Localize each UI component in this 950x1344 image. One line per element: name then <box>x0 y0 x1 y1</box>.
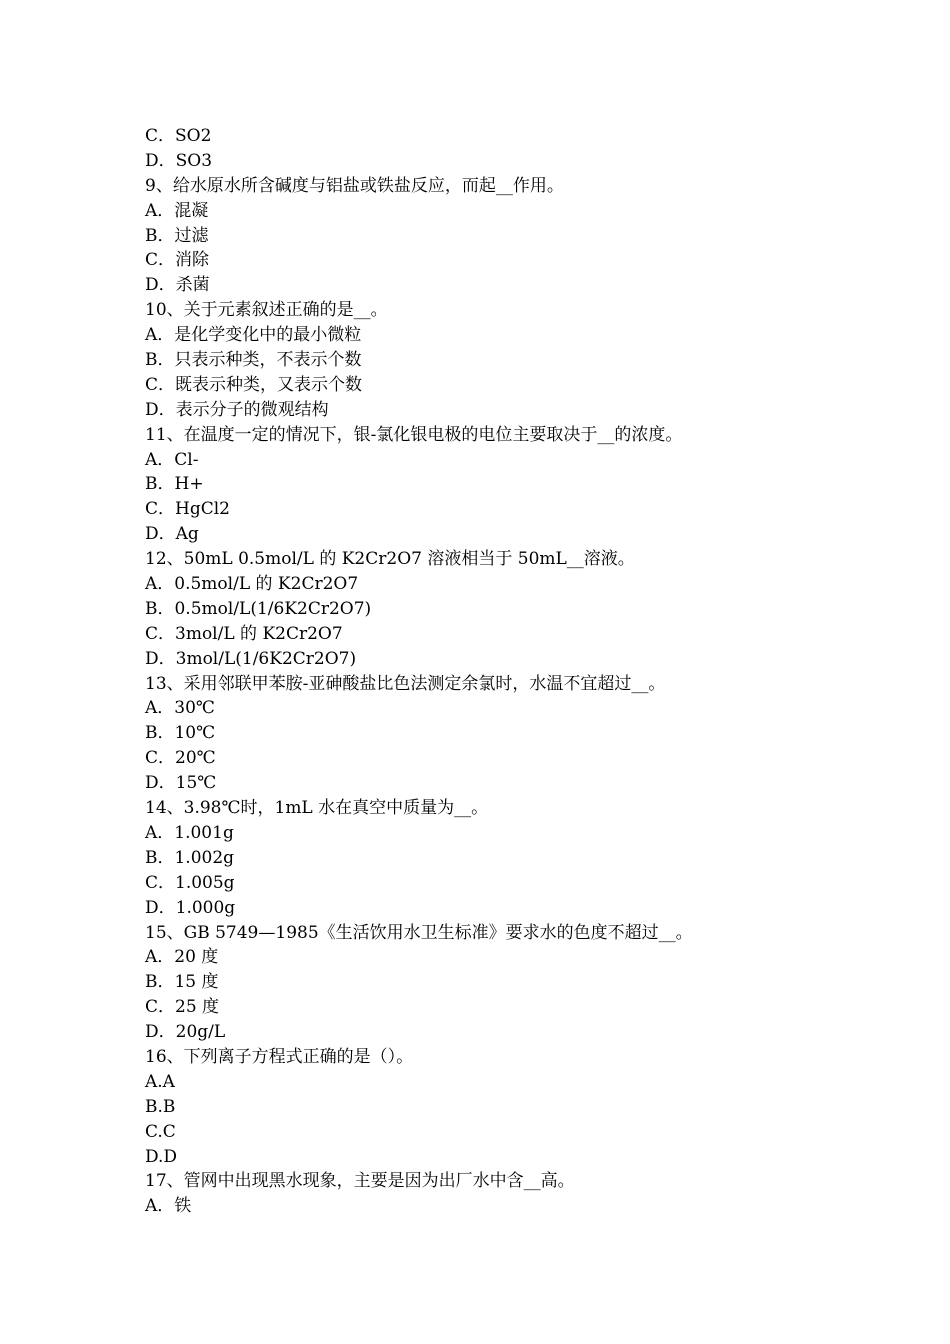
text-line: 10、关于元素叙述正确的是__。 <box>145 300 388 321</box>
text-line: C.C <box>145 1121 176 1142</box>
text-line: 15、GB 5749—1985《生活饮用水卫生标准》要求水的色度不超过__。 <box>145 922 693 943</box>
text-line: B．10℃ <box>145 723 216 744</box>
text-line: B．0.5mol/L(1/6K2Cr2O7) <box>145 598 372 619</box>
text-line: D．杀菌 <box>145 275 210 296</box>
text-line: A．20 度 <box>145 947 219 968</box>
text-line: 12、50mL 0.5mol/L 的 K2Cr2O7 溶液相当于 50mL__溶液。 <box>145 549 635 570</box>
text-line: B．只表示种类，不表示个数 <box>145 350 362 371</box>
text-line: A．0.5mol/L 的 K2Cr2O7 <box>145 574 359 595</box>
text-line: D．Ag <box>145 524 199 545</box>
text-line: A．混凝 <box>145 200 209 221</box>
text-line: C．25 度 <box>145 997 220 1018</box>
text-line: C．HgCl2 <box>145 499 230 520</box>
text-line: C．消除 <box>145 250 210 271</box>
text-line: 13、采用邻联甲苯胺-亚砷酸盐比色法测定余氯时，水温不宜超过__。 <box>145 673 666 694</box>
text-line: 17、管网中出现黑水现象，主要是因为出厂水中含__高。 <box>145 1171 575 1192</box>
text-line: D.D <box>145 1146 178 1167</box>
text-line: 11、在温度一定的情况下，银-氯化银电极的电位主要取决于__的浓度。 <box>145 424 683 445</box>
text-line: A.A <box>145 1071 175 1092</box>
text-line: C．3mol/L 的 K2Cr2O7 <box>145 623 343 644</box>
text-line: D．15℃ <box>145 773 217 794</box>
text-line: D．3mol/L(1/6K2Cr2O7) <box>145 648 357 669</box>
text-line: 9、给水原水所含碱度与铝盐或铁盐反应，而起__作用。 <box>145 175 564 196</box>
text-line: A．30℃ <box>145 698 215 719</box>
text-line: C．既表示种类，又表示个数 <box>145 374 363 395</box>
text-line: B．15 度 <box>145 972 219 993</box>
text-line: B．H+ <box>145 474 204 495</box>
text-line: A．1.001g <box>145 822 234 843</box>
text-line: A．是化学变化中的最小微粒 <box>145 325 362 346</box>
text-line: D．1.000g <box>145 897 236 918</box>
text-line: B．过滤 <box>145 225 209 246</box>
text-line: D．20g/L <box>145 1022 226 1043</box>
text-line: 14、3.98℃时，1mL 水在真空中质量为__。 <box>145 798 489 819</box>
text-line: B.B <box>145 1096 176 1117</box>
text-line: A．铁 <box>145 1196 192 1217</box>
text-line: 16、下列离子方程式正确的是（）。 <box>145 1046 414 1067</box>
question-text-block <box>145 124 825 1219</box>
text-line: C．SO2 <box>145 126 212 146</box>
text-line: D．表示分子的微观结构 <box>145 399 329 420</box>
text-line: C．20℃ <box>145 748 216 769</box>
text-line: B．1.002g <box>145 847 235 868</box>
text-line: D．SO3 <box>145 150 213 171</box>
text-line: C．1.005g <box>145 872 235 893</box>
text-line: A．Cl- <box>145 449 199 470</box>
